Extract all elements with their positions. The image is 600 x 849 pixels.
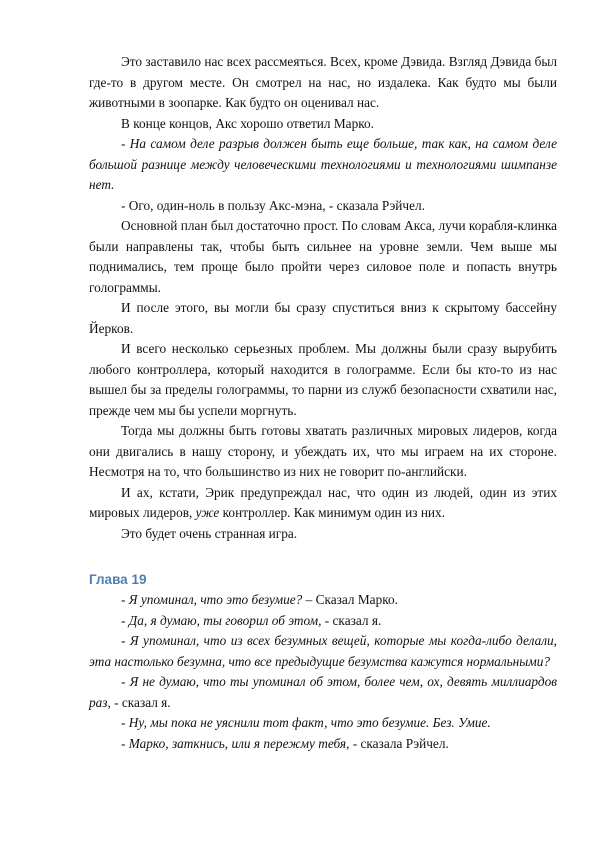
page-content <box>89 52 557 754</box>
paragraph: И всего несколько серьезных проблем. Мы должны были сразу вырубить любого контроллера, который находится в голограмме. Если бы кто-то из нас вышел бы за пределы голограммы, то парни из служб безопасности схватили нас, прежде чем мы бы успели моргнуть. <box>89 341 557 418</box>
dialogue-line <box>89 672 557 713</box>
paragraph: В конце концов, Акс хорошо ответил Марко. <box>121 115 374 131</box>
dialogue-attribution: - сказала Рэйчел. <box>349 735 449 751</box>
dialogue-attribution: – Сказал Марко. <box>302 592 398 607</box>
chapter-heading: Глава 19 <box>89 572 147 587</box>
dialogue-attribution: - сказал я. <box>321 612 382 628</box>
paragraph: Это заставило нас всех рассмеяться. Всех, кроме Дэвида. Взгляд Дэвида был где-то в другом месте. Он смотрел на нас, но издалека. Как будто мы были животными в зоопарке. Как будто он оценивал нас. <box>89 54 557 110</box>
dialogue-speech: - Я упоминал, что это безумие? <box>121 592 303 607</box>
text-span: контроллер. Как минимум один из них. <box>219 505 446 520</box>
dialogue-line <box>89 611 557 632</box>
dialogue-line <box>89 713 557 734</box>
dialogue-line <box>89 631 557 672</box>
paragraph <box>89 483 557 524</box>
paragraph: Основной план был достаточно прост. По словам Акса, лучи корабля-клинка были направлены так, чтобы быть сильнее на уровне земли. Чем выше мы поднимались, тем проще было пройти через силовое поле и попасть внутрь голограммы. <box>89 218 557 295</box>
text-span: И ах, кстати, Эрик предупреждал нас, что один из людей, один из этих мировых лидеров, <box>89 484 557 520</box>
dialogue-speech: - Я упоминал, что из всех безумных вещей, которые мы когда-либо делали, эта настолько безумна, что все предыдущие безумства кажутся нормальными? <box>89 633 557 669</box>
italic-quote: - На самом деле разрыв должен быть еще больше, так как, на самом деле большой разнице между человеческими технологиями и технологиями шимпанзе нет. <box>89 136 557 192</box>
paragraph: Это будет очень странная игра. <box>121 525 298 541</box>
paragraph: И после этого, вы могли бы сразу спуститься вниз к скрытому бассейну Йерков. <box>89 300 557 336</box>
paragraph: Тогда мы должны быть готовы хватать различных мировых лидеров, когда они двигались в нашу сторону, и убеждать их, что мы играем на их стороне. Несмотря на то, что большинство из них не говорит по-английски. <box>89 423 557 479</box>
paragraph: - Ого, один-ноль в пользу Акс-мэна, - сказала Рэйчел. <box>121 197 425 213</box>
dialogue-line <box>89 590 557 611</box>
dialogue-speech: - Марко, заткнись, или я пережму тебя, <box>121 735 350 751</box>
dialogue-speech: - Ну, мы пока не уяснили тот факт, что это безумие. Без. Умие. <box>121 715 491 730</box>
dialogue-speech: - Я не думаю, что ты упоминал об этом, более чем, ох, девять миллиардов раз, <box>89 674 557 710</box>
dialogue-attribution: - сказал я. <box>110 694 171 710</box>
dialogue-line <box>89 734 557 755</box>
italic-word: уже <box>195 505 220 520</box>
dialogue-speech: - Да, я думаю, ты говорил об этом, <box>121 612 322 628</box>
